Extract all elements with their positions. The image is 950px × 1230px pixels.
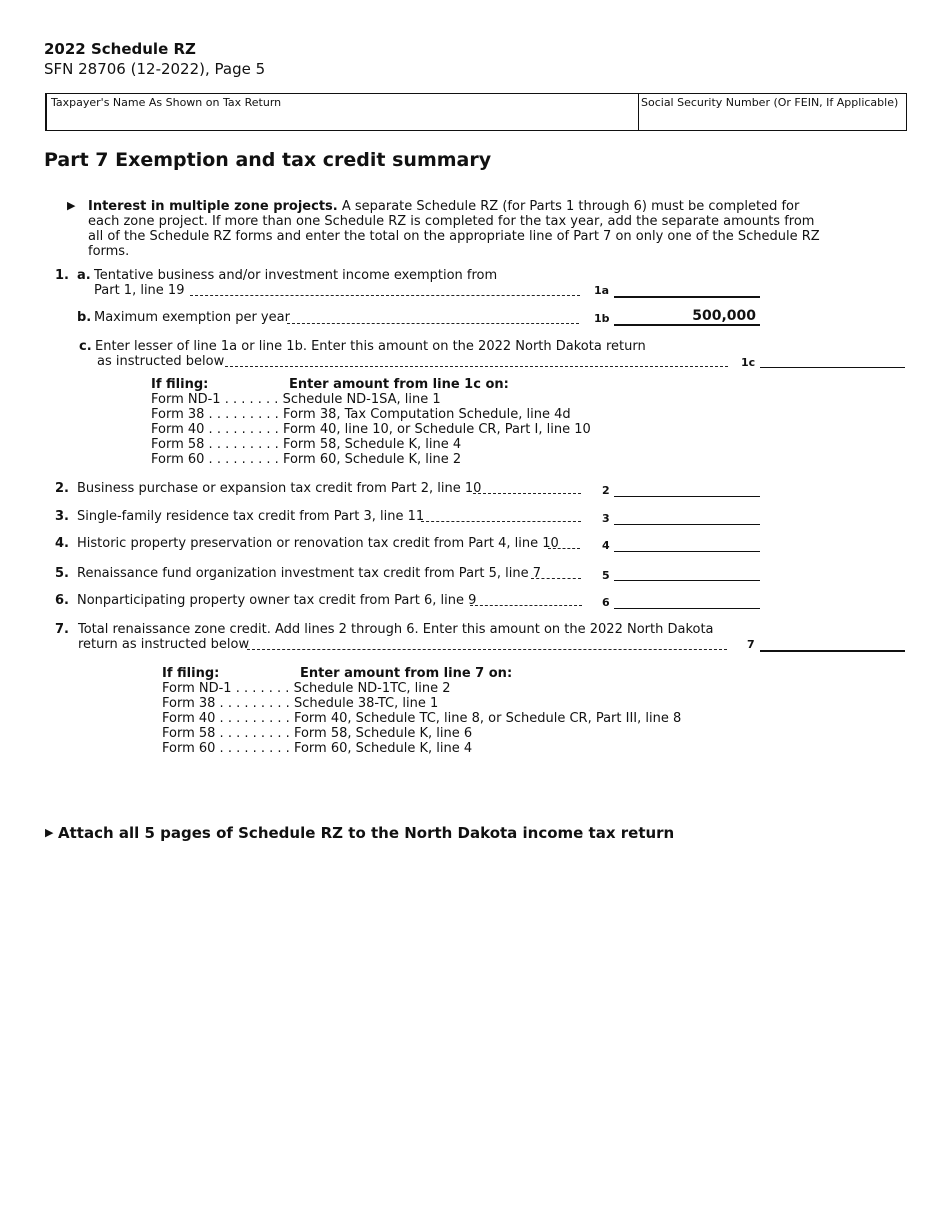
- line-2-field[interactable]: [614, 480, 760, 497]
- leader-dots: [287, 323, 579, 324]
- line-4-text: Historic property preservation or renovation tax credit from Part 4, line 10: [77, 536, 559, 551]
- line-2-number: 2.: [55, 481, 69, 496]
- instr-7-row: Form 60 . . . . . . . . . Form 60, Schedule K, line 4: [162, 741, 473, 756]
- line-5-number: 5.: [55, 566, 69, 581]
- form-title: 2022 Schedule RZ: [44, 40, 196, 58]
- instr-1c-row: Form 40 . . . . . . . . . Form 40, line 10, or Schedule CR, Part I, line 10: [151, 422, 591, 437]
- leader-dots: [473, 493, 581, 494]
- instr-7-row: Form 40 . . . . . . . . . Form 40, Schedule TC, line 8, or Schedule CR, Part III, line 8: [162, 711, 682, 726]
- line-1a-field[interactable]: [614, 280, 760, 298]
- leader-dots: [421, 521, 581, 522]
- line-1-number: 1.: [55, 268, 69, 283]
- taxpayer-name-field[interactable]: [51, 111, 631, 128]
- part-7-heading: Part 7 Exemption and tax credit summary: [44, 149, 492, 171]
- instr-1c-row: Form 60 . . . . . . . . . Form 60, Schedule K, line 2: [151, 452, 462, 467]
- line-6-field[interactable]: [614, 592, 760, 609]
- line-3-text: Single-family residence tax credit from Part 3, line 11: [77, 509, 425, 524]
- line-6-number: 6.: [55, 593, 69, 608]
- line-1a-letter: a.: [77, 268, 91, 283]
- line-4-field[interactable]: [614, 535, 760, 552]
- ssn-label: Social Security Number (Or FEIN, If Applicable): [641, 96, 899, 109]
- line-7-field[interactable]: [760, 634, 905, 652]
- line-4-label: 4: [602, 539, 610, 552]
- instr-1c-row: Form ND-1 . . . . . . . Schedule ND-1SA, line 1: [151, 392, 441, 407]
- line-5-field[interactable]: [614, 564, 760, 581]
- line-3-field[interactable]: [614, 508, 760, 525]
- line-1a-text: Tentative business and/or investment income exemption from: [94, 268, 498, 283]
- line-5-label: 5: [602, 569, 610, 582]
- leader-dots: [247, 649, 727, 650]
- instr-1c-row: Form 58 . . . . . . . . . Form 58, Schedule K, line 4: [151, 437, 462, 452]
- instr-1c-col2-header: Enter amount from line 1c on:: [289, 377, 509, 392]
- line-1b-text: Maximum exemption per year: [94, 310, 290, 325]
- line-2-label: 2: [602, 484, 610, 497]
- leader-dots: [531, 578, 581, 579]
- line-2-text: Business purchase or expansion tax credit from Part 2, line 10: [77, 481, 482, 496]
- line-1c-field[interactable]: [760, 351, 905, 368]
- line-1a-text-cont: Part 1, line 19: [94, 283, 185, 298]
- id-box-divider: [638, 94, 639, 130]
- leader-dots: [225, 366, 728, 367]
- instr-7-col1-header: If filing:: [162, 666, 220, 681]
- triangle-bullet-icon: ▶: [67, 199, 76, 212]
- instr-1c-col1-header: If filing:: [151, 377, 209, 392]
- line-1b-value: 500,000: [692, 308, 756, 324]
- instr-7-col2-header: Enter amount from line 7 on:: [300, 666, 513, 681]
- line-1b-field[interactable]: [614, 308, 760, 326]
- instr-7-row: Form 38 . . . . . . . . . Schedule 38-TC, line 1: [162, 696, 439, 711]
- ssn-field[interactable]: [641, 111, 903, 128]
- line-1a-label: 1a: [594, 284, 610, 297]
- form-subtitle: SFN 28706 (12-2022), Page 5: [44, 60, 266, 78]
- line-1b-letter: b.: [77, 310, 92, 325]
- note-body: A separate Schedule RZ (for Parts 1 through 6) must be completed for each zone project. If more than one Schedule RZ is completed for the tax year, add the separate amounts from all of the Schedule RZ forms and enter the total on the appropriate line of Part 7 on only one of the Schedule RZ forms.: [88, 199, 820, 259]
- line-1c-text-cont: as instructed below: [97, 354, 225, 369]
- line-6-label: 6: [602, 596, 610, 609]
- line-7-text-cont: return as instructed below: [78, 637, 250, 652]
- line-5-text: Renaissance fund organization investment tax credit from Part 5, line 7: [77, 566, 542, 581]
- line-7-number: 7.: [55, 622, 69, 637]
- line-3-number: 3.: [55, 509, 69, 524]
- line-7-label: 7: [747, 638, 755, 651]
- line-1c-letter: c.: [79, 339, 92, 354]
- leader-dots: [548, 548, 580, 549]
- leader-dots: [470, 605, 582, 606]
- line-1c-text: Enter lesser of line 1a or line 1b. Enter this amount on the 2022 North Dakota return: [95, 339, 646, 354]
- attach-pages-note: Attach all 5 pages of Schedule RZ to the North Dakota income tax return: [58, 824, 675, 842]
- line-1c-label: 1c: [741, 356, 756, 369]
- triangle-bullet-icon: ▶: [45, 826, 54, 839]
- note-bold-lead: Interest in multiple zone projects.: [88, 199, 338, 214]
- line-3-label: 3: [602, 512, 610, 525]
- instr-7-row: Form 58 . . . . . . . . . Form 58, Schedule K, line 6: [162, 726, 473, 741]
- line-6-text: Nonparticipating property owner tax credit from Part 6, line 9: [77, 593, 477, 608]
- taxpayer-id-box: [45, 93, 907, 131]
- line-1b-label: 1b: [594, 312, 610, 325]
- multiple-zone-note: [88, 199, 823, 259]
- instr-7-row: Form ND-1 . . . . . . . Schedule ND-1TC, line 2: [162, 681, 451, 696]
- taxpayer-name-label: Taxpayer's Name As Shown on Tax Return: [51, 96, 282, 109]
- instr-1c-row: Form 38 . . . . . . . . . Form 38, Tax Computation Schedule, line 4d: [151, 407, 571, 422]
- line-4-number: 4.: [55, 536, 69, 551]
- leader-dots: [190, 295, 580, 296]
- line-7-text: Total renaissance zone credit. Add lines 2 through 6. Enter this amount on the 2022 North Dakota: [78, 622, 714, 637]
